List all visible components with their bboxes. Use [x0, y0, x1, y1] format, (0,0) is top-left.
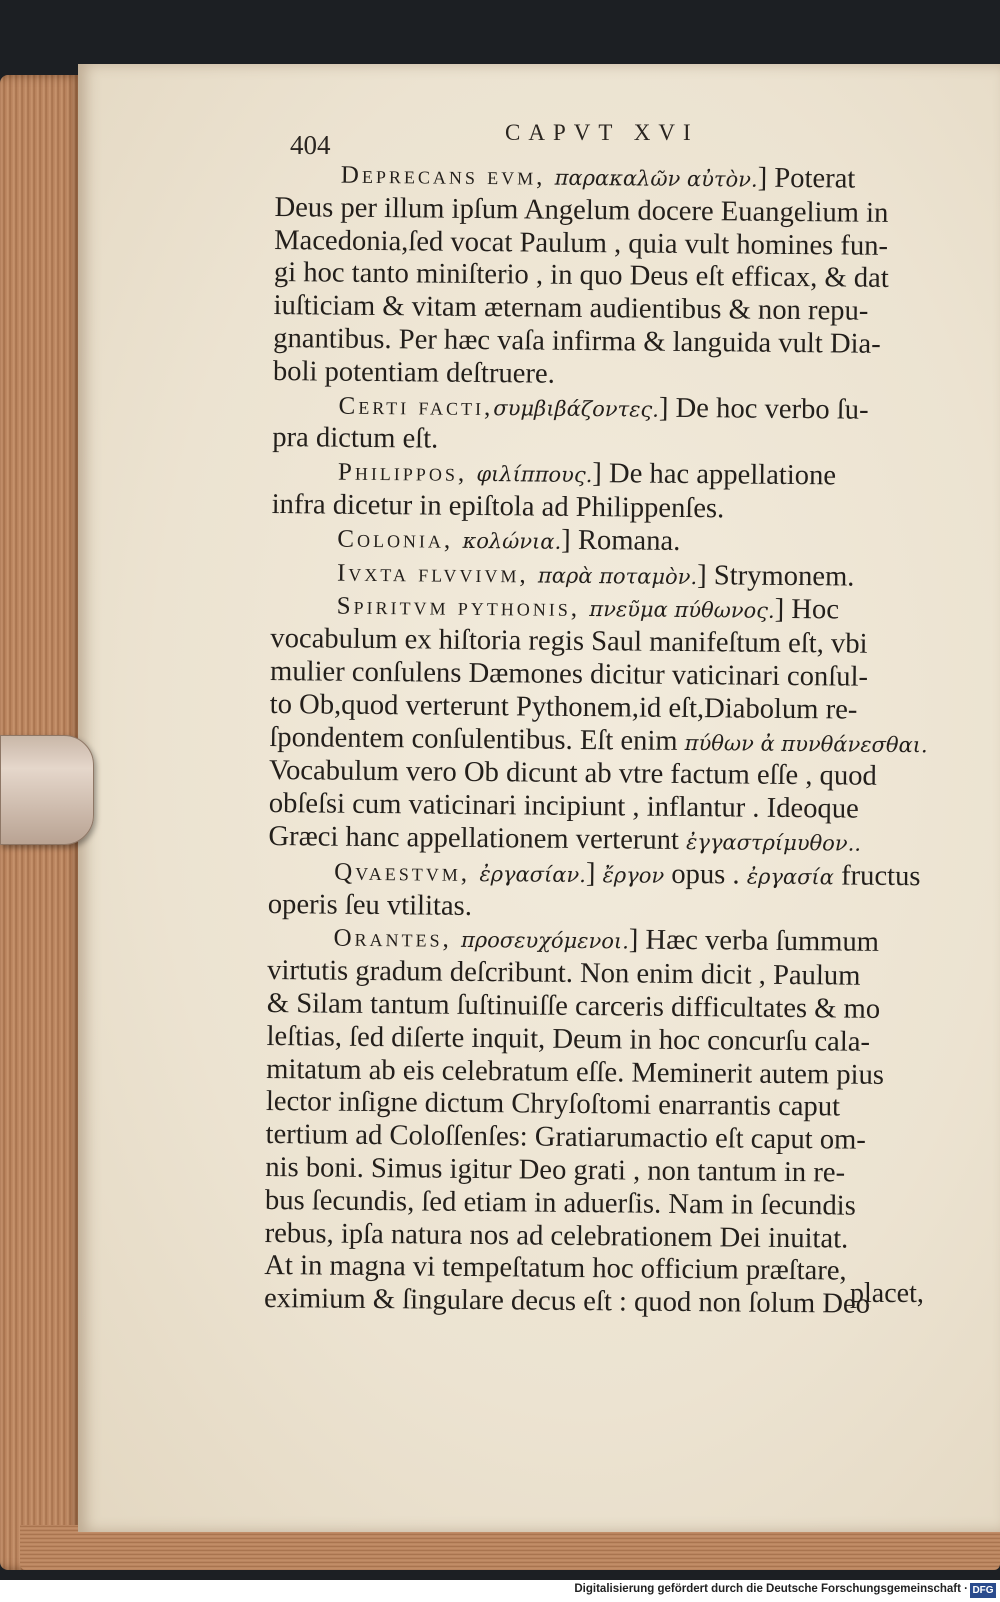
line-text: ] Hoc	[774, 594, 840, 626]
line-text: ſpondentem conſulentibus. Eſt enim	[269, 721, 685, 757]
lemma: Orantes,	[333, 924, 462, 954]
line-text: virtutis gradum deſcribunt. Non enim dicit , Paulum	[267, 955, 861, 992]
lemma: Philippos,	[337, 458, 477, 488]
catchword: placet,	[850, 1278, 924, 1309]
line-text: Vocabulum vero Ob dicunt ab vtre factum eſſe , quod	[268, 755, 877, 793]
greek-term: συμβιβάζοντες.	[493, 395, 660, 422]
line-text: infra dicetur in epiſtola ad Philippenſes.	[271, 488, 725, 525]
greek-term: κολώνια.	[462, 528, 562, 554]
greek-term: ἔργον	[602, 862, 665, 888]
page-clip	[0, 735, 94, 845]
line-text: mulier conſulens Dæmones dicitur vaticinari conſul-	[269, 655, 869, 693]
greek-term: φιλίππους.	[476, 462, 593, 488]
line-text: & Silam tantum ſuſtinuiſſe carceris difficultates & mo	[266, 987, 881, 1025]
line-text: ]	[585, 857, 603, 889]
line-text: tertium ad Coloſſenſes: Gratiarumactio eſt caput om-	[265, 1119, 867, 1156]
lemma: Colonia,	[337, 525, 463, 554]
line-text: At in magna vi tempeſtatum hoc officium præſtare,	[264, 1250, 847, 1287]
line-text: mitatum ab eis celebratum eſſe. Meminerit autem pius	[266, 1053, 885, 1091]
footer-credit: Digitalisierung gefördert durch die Deutsche Forschungsgemeinschaft ·	[574, 1583, 968, 1595]
line-text: iuſticiam & vitam æternam audientibus & non repu-	[273, 290, 869, 327]
line-text: ] Poterat	[757, 162, 856, 195]
greek-term: ἐγγαστρίμυθον..	[685, 829, 862, 856]
greek-term: παρακαλῶν αὐτὸν.	[554, 165, 758, 192]
greek-term: πνεῦμα πύθωνος.	[589, 597, 775, 624]
line-text: Macedonia,ſed vocat Paulum , quia vult homines fun-	[274, 224, 889, 262]
line-text: lector inſigne dictum Chryſoſtomi enarrantis caput	[265, 1086, 841, 1123]
lemma: Qvaestvm,	[334, 858, 480, 887]
line-text: opus .	[664, 858, 747, 891]
greek-term: προσευχόμενοι.	[460, 928, 629, 954]
lemma: Spiritvm pythonis,	[336, 592, 590, 623]
line-text: leſtias, ſed diſerte inquit, Deum in hoc concurſu cala-	[266, 1020, 871, 1058]
line-text: vocabulum ex hiſtoria regis Saul manifeſtum eſt, vbi	[270, 623, 868, 660]
lemma: Deprecans evm,	[340, 161, 555, 191]
line-text: nis boni. Simus igitur Deo grati , non tantum in re-	[265, 1151, 846, 1189]
line-text: ] Strymonem.	[697, 559, 855, 593]
greek-term: πύθων ἀ πυνθάνεσθαι.	[684, 730, 928, 757]
line-text: ] Hæc verba ſummum	[628, 924, 880, 959]
greek-term: ἐργασία	[746, 864, 835, 890]
line-text: obſeſsi cum vaticinari incipiunt , inflantur . Ideoque	[268, 788, 859, 825]
text-block	[264, 158, 945, 1322]
line-text: bus ſecundis, ſed etiam in aduerſis. Nam in ſecundis	[264, 1184, 856, 1222]
page-number: 404	[290, 130, 331, 160]
dfg-logo: DFG	[970, 1583, 996, 1598]
line-text: to Ob,quod verterunt Pythonem,id eſt,Diabolum re-	[269, 688, 858, 726]
line-text: pra dictum eſt.	[272, 422, 439, 455]
line-text: boli potentiam deſtruere.	[272, 355, 555, 390]
line-text: fructus	[833, 860, 921, 892]
lemma: Certi facti,	[338, 392, 494, 421]
line-text: ] De hac appellatione	[592, 458, 837, 492]
line-text: rebus, ipſa natura nos ad celebrationem Dei inuitat.	[264, 1217, 849, 1255]
line-text: ] De hoc verbo ſu-	[658, 392, 869, 426]
lemma: Ivxta flvvivm,	[336, 559, 539, 589]
line-text: ] Romana.	[561, 524, 681, 557]
footer-bar	[0, 1580, 1000, 1602]
line-text: Deus per illum ipſum Angelum docere Euangelium in	[274, 191, 889, 229]
greek-term: ἐργασίαν.	[479, 861, 587, 887]
line-text: eximium & ſingulare decus eſt : quod non ſolum Deo	[263, 1283, 871, 1320]
line-text: gnantibus. Per hæc vaſa infirma & languida vult Dia-	[273, 322, 881, 360]
line-text: operis ſeu vtilitas.	[267, 888, 473, 922]
line-text: Græci hanc appellationem verterunt	[268, 820, 687, 856]
line-text: gi hoc tanto miniſterio , in quo Deus eſt efficax, & dat	[273, 257, 889, 295]
greek-term: παρὰ ποταμὸν.	[537, 563, 698, 589]
running-head: CAPVT XVI	[505, 120, 699, 145]
text-line	[264, 1283, 934, 1322]
